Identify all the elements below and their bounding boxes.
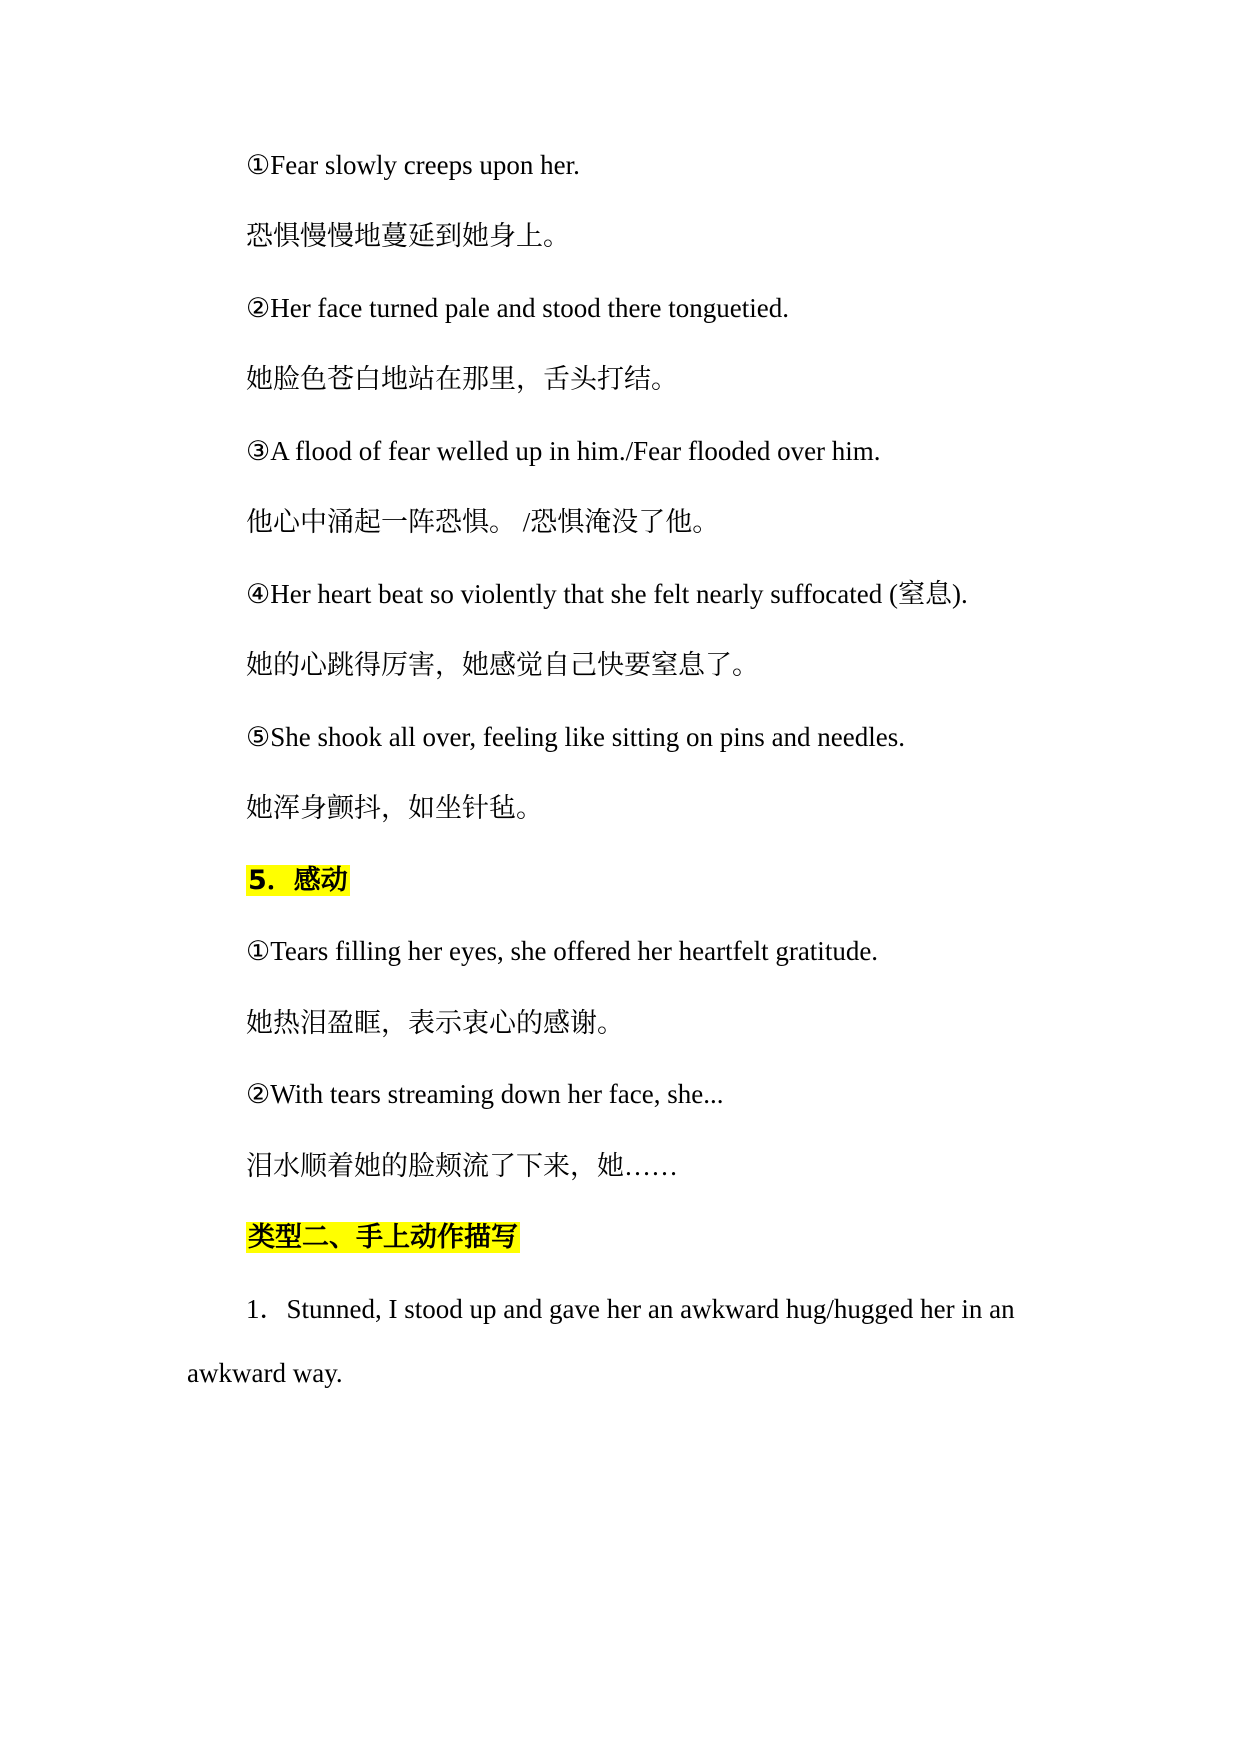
section-heading-5-text: 5．感动 [248,865,348,896]
section5-sentence-en-2: ②With tears streaming down her face, she... [246,1079,724,1109]
sentence-zh-4: 她的心跳得厉害，她感觉自己快要窒息了。 [246,650,759,680]
section5-sentence-zh-1: 她热泪盈眶，表示衷心的感谢。 [246,1008,624,1038]
sentence-en-4: ④Her heart beat so violently that she felt nearly suffocated (窒息). [246,579,968,609]
sentence-zh-5: 她浑身颤抖，如坐针毡。 [246,793,543,823]
sentence-en-5: ⑤She shook all over, feeling like sitting on pins and needles. [246,722,906,752]
section5-sentence-en-1: ①Tears filling her eyes, she offered her heartfelt gratitude. [246,936,879,966]
section-heading-5 [246,863,350,898]
sentence-zh-3: 他心中涌起一阵恐惧。 /恐惧淹没了他。 [246,507,720,537]
sentence-zh-2: 她脸色苍白地站在那里，舌头打结。 [246,364,678,394]
sentence-en-2: ②Her face turned pale and stood there tonguetied. [246,293,789,323]
section5-sentence-zh-2: 泪水顺着她的脸颊流了下来，她…… [246,1151,678,1181]
type2-heading-text: 类型二、手上动作描写 [248,1222,518,1253]
sentence-zh-1: 恐惧慢慢地蔓延到她身上。 [246,221,570,251]
type2-paragraph-1: 1．Stunned, I stood up and gave her an awkward hug/hugged her in an awkward way. [187,1294,1015,1388]
sentence-en-3: ③A flood of fear welled up in him./Fear flooded over him. [246,436,881,466]
sentence-en-1: ①Fear slowly creeps upon her. [246,150,580,180]
type2-heading [246,1220,520,1255]
